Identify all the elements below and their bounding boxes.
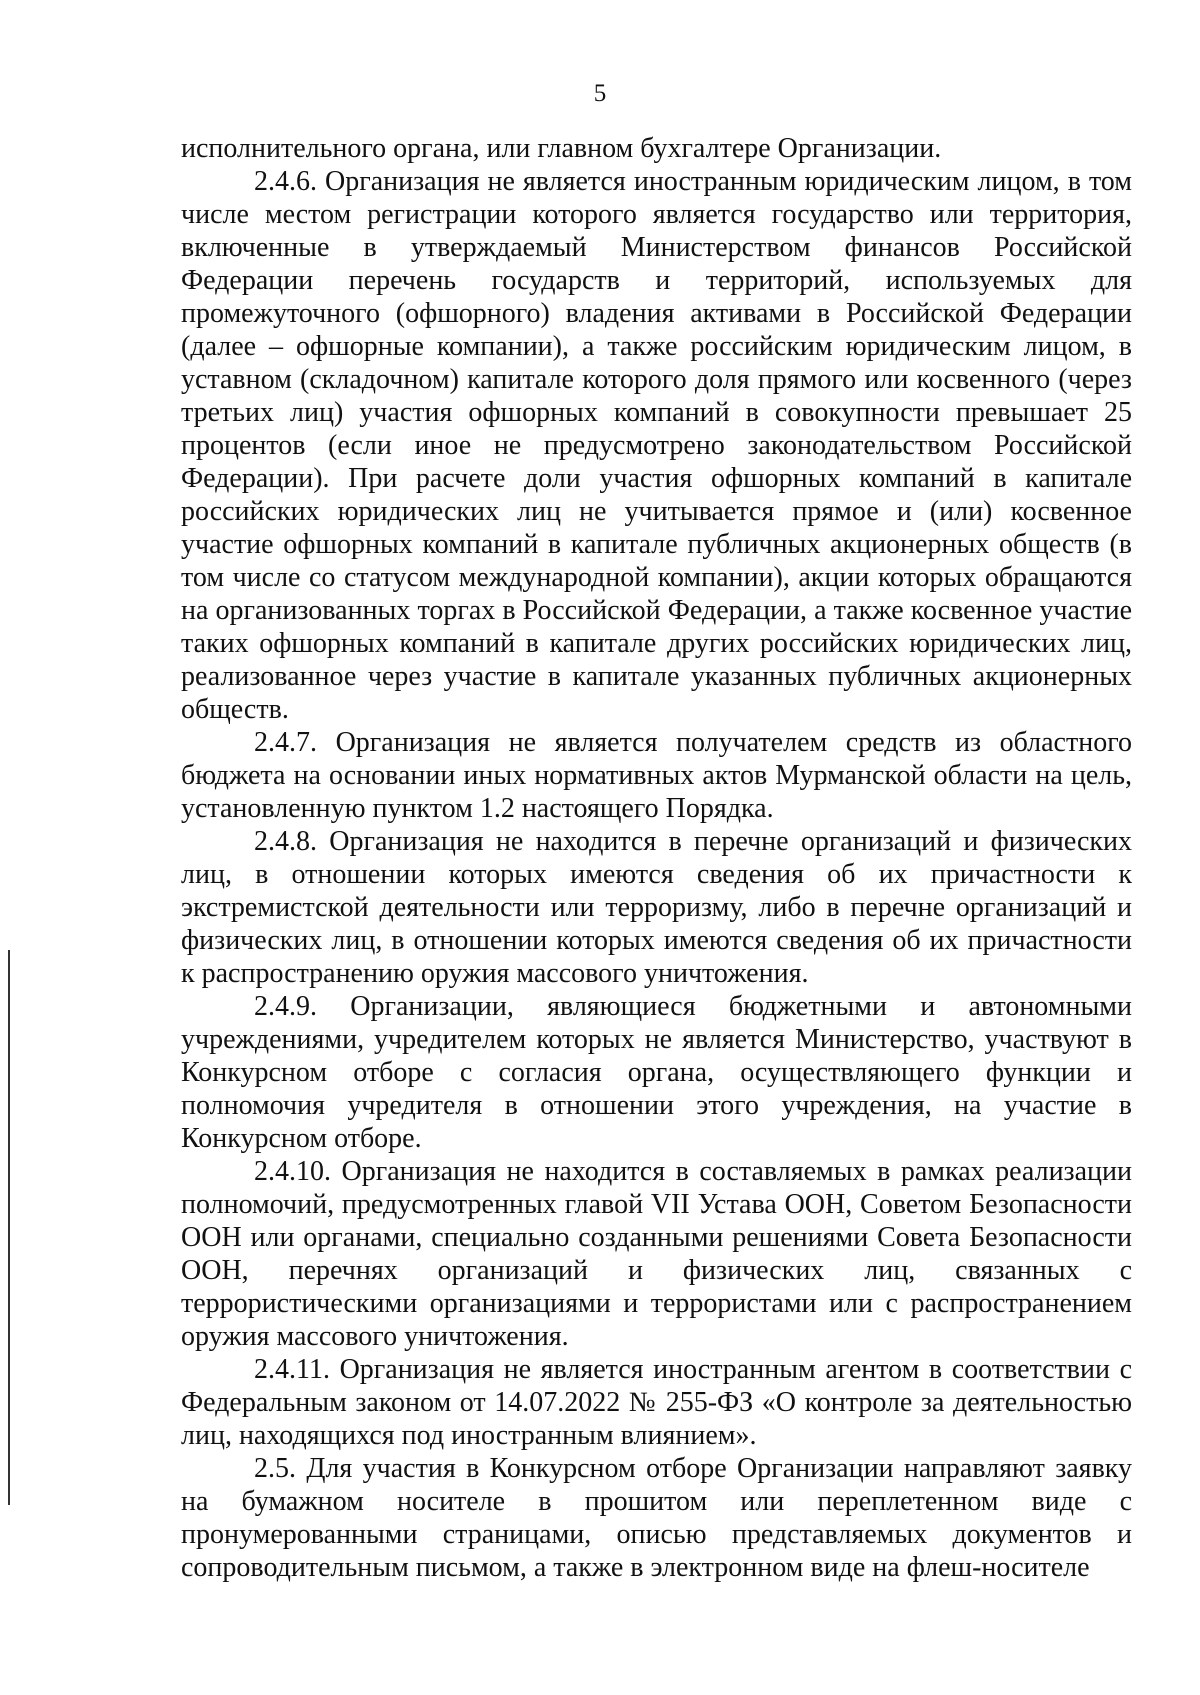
document-body xyxy=(181,132,1132,1584)
paragraph-2-4-6: 2.4.6. Организация не является иностранным юридическим лицом, в том числе местом регистрации которого является государство или территория, включенные в утверждаемый Министерством финансов Российской Федерации перечень государств и территорий, используемых для промежуточного (офшорного) владения активами в Российской Федерации (далее – офшорные компании), а также российским юридическим лицом, в уставном (складочном) капитале которого доля прямого или косвенного (через третьих лиц) участия офшорных компаний в совокупности превышает 25 процентов (если иное не предусмотрено законодательством Российской Федерации). При расчете доли участия офшорных компаний в капитале российских юридических лиц не учитывается прямое и (или) косвенное участие офшорных компаний в капитале публичных акционерных обществ (в том числе со статусом международной компании), акции которых обращаются на организованных торгах в Российской Федерации, а также косвенное участие таких офшорных компаний в капитале других российских юридических лиц, реализованное через участие в капитале указанных публичных акционерных обществ. xyxy=(181,166,1132,725)
page-number: 5 xyxy=(593,80,607,107)
paragraph-continuation: исполнительного органа, или главном бухгалтере Организации. xyxy=(181,133,942,164)
paragraph-2-4-8: 2.4.8. Организация не находится в перечне организаций и физических лиц, в отношении которых имеются сведения об их причастности к экстремистской деятельности или терроризму, либо в перечне организаций и физических лиц, в отношении которых имеются сведения об их причастности к распространению оружия массового уничтожения. xyxy=(181,826,1132,989)
paragraph-2-4-9: 2.4.9. Организации, являющиеся бюджетными и автономными учреждениями, учредителем которых не является Министерство, участвуют в Конкурсном отборе с согласия органа, осуществляющего функции и полномочия учредителя в отношении этого учреждения, на участие в Конкурсном отборе. xyxy=(181,991,1132,1154)
paragraph-2-4-7: 2.4.7. Организация не является получателем средств из областного бюджета на основании иных нормативных актов Мурманской области на цель, установленную пунктом 1.2 настоящего Порядка. xyxy=(181,727,1132,824)
scan-margin-line xyxy=(8,950,10,1505)
paragraph-2-4-11: 2.4.11. Организация не является иностранным агентом в соответствии с Федеральным законом от 14.07.2022 № 255-ФЗ «О контроле за деятельностью лиц, находящихся под иностранным влиянием». xyxy=(181,1354,1132,1451)
paragraph-2-4-10: 2.4.10. Организация не находится в составляемых в рамках реализации полномочий, предусмотренных главой VII Устава ООН, Советом Безопасности ООН или органами, специально созданными решениями Совета Безопасности ООН, перечнях организаций и физических лиц, связанных с террористическими организациями и террористами или с распространением оружия массового уничтожения. xyxy=(181,1156,1132,1352)
paragraph-2-5: 2.5. Для участия в Конкурсном отборе Организации направляют заявку на бумажном носителе в прошитом или переплетенном виде с пронумерованными страницами, описью представляемых документов и сопроводительным письмом, а также в электронном виде на флеш-носителе xyxy=(181,1453,1132,1583)
